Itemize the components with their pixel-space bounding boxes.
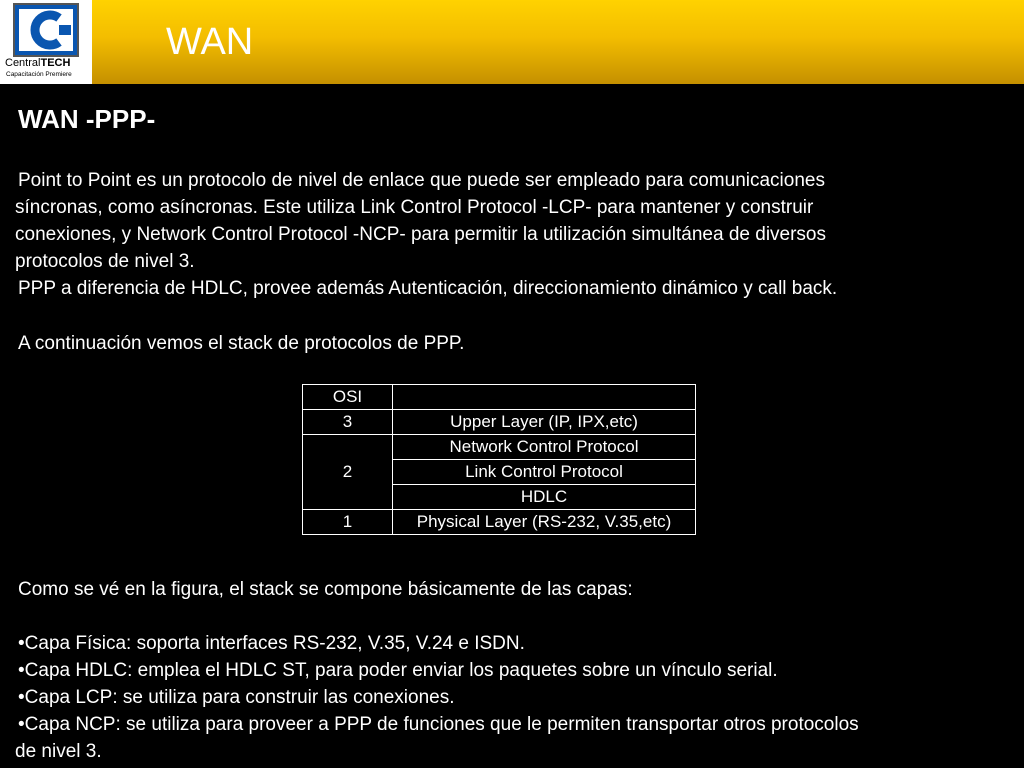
table-row [303, 410, 696, 435]
layer-1-number: 1 [303, 510, 393, 535]
layer-2-lcp-label: Link Control Protocol [393, 460, 696, 485]
layer-3-number: 3 [303, 410, 393, 435]
logo-tagline: Capacitación Premiere [6, 71, 72, 78]
intro-line-4: protocolos de nivel 3. [15, 251, 195, 272]
intro-line-1: Point to Point es un protocolo de nivel de enlace que puede ser empleado para comunicaciones [18, 170, 825, 191]
layer-2-hdlc-label: HDLC [393, 485, 696, 510]
layer-2-number: 2 [303, 435, 393, 510]
table-header-osi: OSI [303, 385, 393, 410]
slide-header [0, 0, 1024, 84]
bullet-physical: •Capa Física: soporta interfaces RS-232, V.35, V.24 e ISDN. [18, 633, 525, 654]
table-row [303, 510, 696, 535]
layer-3-label: Upper Layer (IP, IPX,etc) [393, 410, 696, 435]
layer-1-label: Physical Layer (RS-232, V.35,etc) [393, 510, 696, 535]
table-header-blank [393, 385, 696, 410]
ppp-stack-table [302, 384, 696, 535]
bullet-hdlc: •Capa HDLC: emplea el HDLC ST, para poder enviar los paquetes sobre un vínculo serial. [18, 660, 778, 681]
layer-2-ncp-label: Network Control Protocol [393, 435, 696, 460]
table-row [303, 385, 696, 410]
logo-wordmark: CentralTECH [5, 57, 71, 69]
logo-c-icon [13, 3, 79, 57]
stack-intro: A continuación vemos el stack de protocolos de PPP. [18, 333, 465, 354]
bullet-ncp-continued: de nivel 3. [15, 741, 102, 762]
section-heading: WAN -PPP- [18, 104, 156, 134]
layers-intro: Como se vé en la figura, el stack se compone básicamente de las capas: [18, 579, 633, 600]
intro-line-5: PPP a diferencia de HDLC, provee además Autenticación, direccionamiento dinámico y call back. [18, 278, 838, 299]
centraltech-logo [0, 0, 92, 84]
table-row [303, 435, 696, 460]
intro-line-3: conexiones, y Network Control Protocol -NCP- para permitir la utilización simultánea de diversos [15, 224, 826, 245]
bullet-ncp: •Capa NCP: se utiliza para proveer a PPP de funciones que le permiten transportar otros protocolos [18, 714, 859, 735]
bullet-lcp: •Capa LCP: se utiliza para construir las conexiones. [18, 687, 455, 708]
intro-line-2: síncronas, como asíncronas. Este utiliza Link Control Protocol -LCP- para mantener y construir [15, 197, 814, 218]
slide-title: WAN [166, 21, 254, 63]
